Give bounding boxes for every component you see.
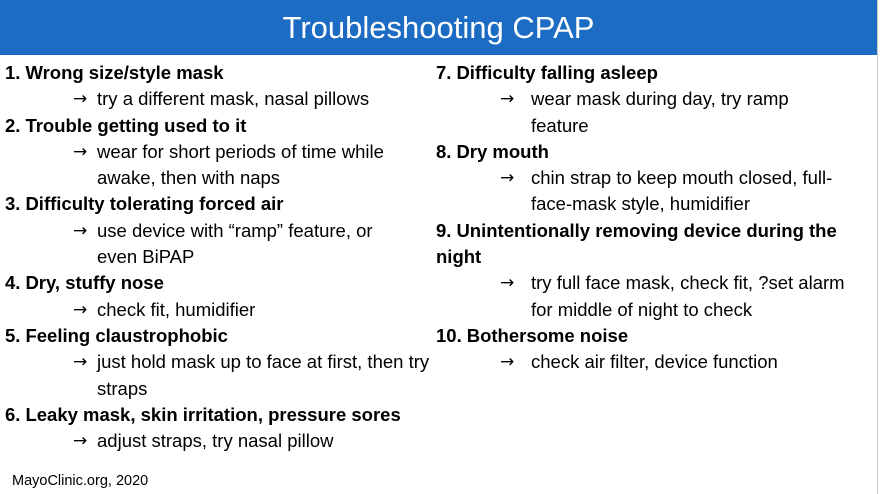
item-title: Unintentionally removing device during the night xyxy=(436,219,837,268)
item-heading xyxy=(436,323,876,349)
item-heading xyxy=(5,402,430,428)
item-title: Wrong size/style mask xyxy=(25,62,224,83)
item-title: Feeling claustrophobic xyxy=(25,324,228,346)
list-item xyxy=(5,191,430,270)
item-heading xyxy=(5,60,430,86)
arrow-right-icon: → xyxy=(73,89,88,110)
item-heading xyxy=(5,270,430,296)
list-item xyxy=(5,402,430,455)
left-column xyxy=(5,60,430,454)
item-remedy xyxy=(5,349,437,402)
item-number: 4. xyxy=(5,272,21,294)
page-title: Troubleshooting CPAP xyxy=(282,9,595,45)
item-number: 10. xyxy=(436,324,462,346)
item-remedy xyxy=(5,218,417,271)
item-number: 9. xyxy=(436,219,452,241)
item-heading xyxy=(436,60,876,86)
item-title: Trouble getting used to it xyxy=(25,114,247,136)
list-item xyxy=(5,113,430,192)
list-item xyxy=(5,60,430,113)
remedy-text: check air filter, device function xyxy=(531,351,778,373)
item-remedy xyxy=(5,139,427,192)
arrow-right-icon: → xyxy=(500,168,515,189)
item-title: Leaky mask, skin irritation, pressure sores xyxy=(25,403,401,425)
slide-edge xyxy=(877,0,878,494)
item-remedy xyxy=(5,428,430,454)
remedy-text: wear for short periods of time while awake, then with naps xyxy=(97,140,384,189)
remedy-text: try full face mask, check fit, ?set alarm for middle of night to check xyxy=(531,272,845,320)
arrow-right-icon: → xyxy=(73,431,88,452)
item-title: Difficulty falling asleep xyxy=(456,62,658,83)
list-item xyxy=(436,60,876,139)
arrow-right-icon: → xyxy=(500,352,515,373)
list-item xyxy=(436,323,876,376)
title-bar xyxy=(0,0,877,55)
remedy-text: use device with “ramp” feature, or even BiPAP xyxy=(97,219,373,268)
item-title: Difficulty tolerating forced air xyxy=(25,193,284,215)
arrow-right-icon: → xyxy=(73,220,88,241)
right-column xyxy=(436,60,876,376)
source-citation: MayoClinic.org, 2020 xyxy=(12,473,149,489)
remedy-text: chin strap to keep mouth closed, full-face-mask style, humidifier xyxy=(531,167,833,215)
item-remedy xyxy=(436,86,831,139)
item-number: 2. xyxy=(5,114,21,136)
arrow-right-icon: → xyxy=(73,141,88,162)
item-title: Bothersome noise xyxy=(466,324,629,346)
item-number: 5. xyxy=(5,324,21,346)
item-remedy xyxy=(436,270,851,323)
arrow-right-icon: → xyxy=(73,352,88,373)
list-item xyxy=(5,270,430,323)
item-number: 6. xyxy=(5,403,21,425)
remedy-text: check fit, humidifier xyxy=(97,298,256,320)
remedy-text: try a different mask, nasal pillows xyxy=(97,88,370,110)
remedy-text: adjust straps, try nasal pillow xyxy=(97,430,334,452)
list-item xyxy=(5,323,430,402)
item-number: 1. xyxy=(5,62,21,83)
item-heading xyxy=(436,139,876,165)
item-number: 7. xyxy=(436,62,452,83)
list-item xyxy=(436,139,876,218)
item-title: Dry mouth xyxy=(456,140,549,162)
item-remedy xyxy=(5,297,430,323)
arrow-right-icon: → xyxy=(500,89,515,110)
arrow-right-icon: → xyxy=(73,299,88,320)
remedy-text: wear mask during day, try ramp feature xyxy=(531,88,789,136)
item-heading xyxy=(5,113,430,139)
item-remedy xyxy=(5,86,430,112)
item-heading xyxy=(5,323,430,349)
item-remedy xyxy=(436,349,876,375)
item-number: 3. xyxy=(5,193,21,215)
item-title: Dry, stuffy nose xyxy=(25,272,164,294)
item-remedy xyxy=(436,165,866,218)
item-heading xyxy=(5,191,430,217)
arrow-right-icon: → xyxy=(500,273,515,294)
list-item xyxy=(436,218,876,323)
item-heading xyxy=(436,218,866,271)
remedy-text: just hold mask up to face at first, then try straps xyxy=(97,351,430,399)
item-number: 8. xyxy=(436,140,452,162)
